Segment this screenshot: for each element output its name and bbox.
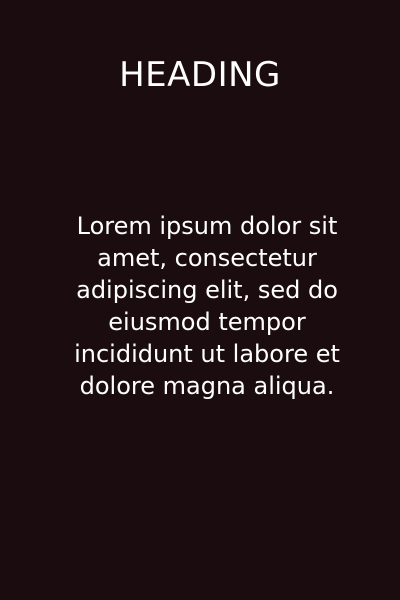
body-paragraph: Lorem ipsum dolor sit amet, consectetur adipiscing elit, sed do eiusmod tempor incididunt ut labore et dolore magna aliqua. [74,212,340,400]
page-heading: HEADING [119,55,281,95]
